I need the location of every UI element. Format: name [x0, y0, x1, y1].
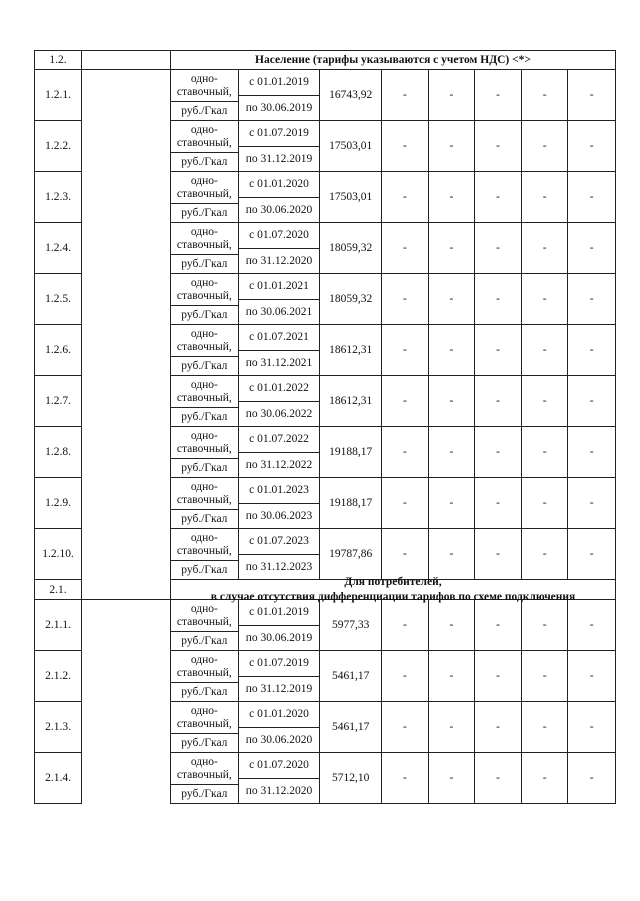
- row-body: [170, 172, 616, 223]
- tariff-type-line: ставочный,: [176, 85, 232, 98]
- period-to: по 30.06.2020: [245, 733, 313, 746]
- empty-value-cell: -: [475, 600, 522, 650]
- tariff-type-cell: [171, 274, 239, 324]
- empty-value-cell: -: [382, 274, 429, 324]
- empty-value-cell: -: [429, 121, 476, 171]
- table-row: [34, 325, 616, 376]
- empty-value-cell: -: [522, 172, 569, 222]
- spacer-cell: [82, 600, 170, 651]
- table-row: [34, 702, 616, 753]
- tariff-type-line: одно-: [190, 378, 218, 391]
- row-body: [170, 70, 616, 121]
- row-number: 1.2.6.: [34, 325, 82, 376]
- tariff-unit: руб./Гкал: [181, 564, 228, 577]
- period-from: с 01.01.2022: [239, 376, 320, 402]
- empty-value-cell: -: [522, 427, 569, 477]
- tariff-value: 5977,33: [320, 600, 382, 650]
- row-number: 1.2.: [34, 50, 82, 70]
- tariff-type-line: ставочный,: [176, 615, 232, 628]
- tariff-value: 17503,01: [320, 172, 382, 222]
- period-cell: [239, 172, 321, 222]
- tariff-unit: руб./Гкал: [181, 513, 228, 526]
- tariff-unit: руб./Гкал: [181, 360, 228, 373]
- tariff-type-cell: [171, 651, 239, 701]
- tariff-type-cell: [171, 121, 239, 171]
- empty-value-cell: -: [382, 70, 429, 120]
- row-body: [170, 529, 616, 580]
- empty-value-cell: -: [429, 478, 476, 528]
- tariff-type-cell: [171, 325, 239, 375]
- tariff-type-name: [171, 427, 238, 459]
- empty-value-cell: -: [382, 478, 429, 528]
- spacer-cell: [82, 529, 170, 580]
- row-number: 2.1.3.: [34, 702, 82, 753]
- period-from: с 01.07.2021: [239, 325, 320, 351]
- tariff-type-name: [171, 376, 238, 408]
- tariff-type-line: одно-: [190, 72, 218, 85]
- tariff-type-line: ставочный,: [176, 717, 232, 730]
- empty-value-cell: -: [589, 619, 594, 631]
- row-number: 1.2.3.: [34, 172, 82, 223]
- period-to: по 31.12.2020: [245, 254, 313, 267]
- empty-value-cell: -: [382, 702, 429, 752]
- section-title-line: в случае отсутствия дифференциации тарифов по схеме подключения: [210, 590, 576, 603]
- period-cell: [239, 478, 321, 528]
- empty-value-cell: -: [522, 70, 569, 120]
- row-number: 1.2.1.: [34, 70, 82, 121]
- tariff-type-line: одно-: [190, 174, 218, 187]
- tariff-type-name: [171, 600, 238, 632]
- tariff-type-line: одно-: [190, 602, 218, 615]
- spacer-cell: [82, 325, 170, 376]
- tariff-type-name: [171, 651, 238, 683]
- period-to: по 31.12.2019: [245, 152, 313, 165]
- tariff-type-line: одно-: [190, 653, 218, 666]
- tariff-type-cell: [171, 600, 239, 650]
- tariff-type-line: ставочный,: [176, 391, 232, 404]
- tariff-value: 5712,10: [320, 753, 382, 803]
- tariff-unit: руб./Гкал: [181, 788, 228, 801]
- row-body: [170, 600, 616, 651]
- tariff-type-name: [171, 702, 238, 734]
- row-body: [170, 753, 616, 804]
- empty-value-cell: -: [589, 191, 594, 203]
- row-number: 1.2.5.: [34, 274, 82, 325]
- tariff-type-name: [171, 325, 238, 357]
- empty-value-cell: -: [475, 121, 522, 171]
- row-body: [170, 325, 616, 376]
- empty-value-cell: -: [382, 529, 429, 579]
- section-header-row: [34, 50, 616, 70]
- empty-value-cell: -: [475, 427, 522, 477]
- period-from: с 01.01.2019: [239, 600, 320, 626]
- tariff-type-line: одно-: [190, 225, 218, 238]
- row-body: [170, 427, 616, 478]
- empty-value-cell: -: [522, 121, 569, 171]
- empty-value-cell: -: [522, 600, 569, 650]
- row-number: 1.2.8.: [34, 427, 82, 478]
- period-cell: [239, 274, 321, 324]
- spacer-cell: [82, 702, 170, 753]
- empty-value-cell: -: [429, 325, 476, 375]
- tariff-type-name: [171, 70, 238, 102]
- empty-value-cell: -: [475, 274, 522, 324]
- empty-value-cell: -: [589, 670, 594, 682]
- tariff-type-cell: [171, 376, 239, 426]
- period-cell: [239, 427, 321, 477]
- period-from: с 01.01.2023: [239, 478, 320, 504]
- spacer-cell: [82, 223, 170, 274]
- empty-value-cell: -: [589, 89, 594, 101]
- empty-value-cell: -: [429, 274, 476, 324]
- tariff-type-line: одно-: [190, 123, 218, 136]
- period-to: по 30.06.2021: [245, 305, 313, 318]
- row-number: 2.1.1.: [34, 600, 82, 651]
- row-number: 2.1.4.: [34, 753, 82, 804]
- empty-value-cell: -: [475, 223, 522, 273]
- period-from: с 01.07.2019: [239, 121, 320, 147]
- empty-value-cell: -: [522, 274, 569, 324]
- spacer-cell: [82, 121, 170, 172]
- tariff-value: 18612,31: [320, 376, 382, 426]
- empty-value-cell: -: [589, 242, 594, 254]
- empty-value-cell: -: [522, 702, 569, 752]
- empty-value-cell: -: [589, 721, 594, 733]
- period-from: с 01.01.2021: [239, 274, 320, 300]
- tariff-type-name: [171, 121, 238, 153]
- empty-value-cell: -: [429, 753, 476, 803]
- period-cell: [239, 753, 321, 803]
- empty-value-cell: -: [382, 376, 429, 426]
- empty-value-cell: -: [475, 651, 522, 701]
- empty-value-cell: -: [382, 600, 429, 650]
- period-from: с 01.01.2020: [239, 702, 320, 728]
- table-row: [34, 427, 616, 478]
- tariff-type-line: одно-: [190, 531, 218, 544]
- empty-value-cell: -: [475, 376, 522, 426]
- empty-value-cell: -: [589, 548, 594, 560]
- empty-value-cell: -: [429, 223, 476, 273]
- tariff-type-line: ставочный,: [176, 136, 232, 149]
- period-from: с 01.07.2022: [239, 427, 320, 453]
- period-cell: [239, 529, 321, 579]
- period-cell: [239, 600, 321, 650]
- section-header-row: [34, 575, 616, 603]
- empty-value-cell: -: [429, 651, 476, 701]
- tariff-value: 17503,01: [320, 121, 382, 171]
- row-number: 2.1.2.: [34, 651, 82, 702]
- empty-value-cell: -: [382, 325, 429, 375]
- tariff-unit: руб./Гкал: [181, 207, 228, 220]
- row-body: [170, 223, 616, 274]
- period-to: по 30.06.2023: [245, 509, 313, 522]
- tariff-type-line: одно-: [190, 429, 218, 442]
- tariff-value: 19787,86: [320, 529, 382, 579]
- tariff-unit: руб./Гкал: [181, 737, 228, 750]
- table-row: [34, 753, 616, 804]
- tariff-type-line: одно-: [190, 755, 218, 768]
- empty-value-cell: -: [382, 223, 429, 273]
- tariff-type-line: ставочный,: [176, 238, 232, 251]
- empty-value-cell: -: [475, 70, 522, 120]
- tariff-type-name: [171, 753, 238, 785]
- empty-value-cell: -: [382, 427, 429, 477]
- section-title-cell: [170, 575, 616, 603]
- tariff-type-line: одно-: [190, 480, 218, 493]
- tariff-type-line: ставочный,: [176, 768, 232, 781]
- period-from: с 01.07.2020: [239, 223, 320, 249]
- row-number: 1.2.4.: [34, 223, 82, 274]
- period-cell: [239, 70, 321, 120]
- period-cell: [239, 702, 321, 752]
- section-rows: [34, 70, 616, 580]
- tariff-type-name: [171, 478, 238, 510]
- tariff-type-cell: [171, 702, 239, 752]
- period-from: с 01.01.2019: [239, 70, 320, 96]
- tariff-type-line: одно-: [190, 276, 218, 289]
- row-number: 1.2.2.: [34, 121, 82, 172]
- tariff-type-line: одно-: [190, 327, 218, 340]
- tariff-value: 5461,17: [320, 651, 382, 701]
- spacer-cell: [82, 651, 170, 702]
- tariff-value: 5461,17: [320, 702, 382, 752]
- row-body: [170, 376, 616, 427]
- empty-value-cell: -: [522, 651, 569, 701]
- tariff-type-cell: [171, 223, 239, 273]
- period-to: по 30.06.2022: [245, 407, 313, 420]
- tariff-type-name: [171, 223, 238, 255]
- tariff-value: 19188,17: [320, 478, 382, 528]
- table-row: [34, 600, 616, 651]
- table-row: [34, 172, 616, 223]
- empty-value-cell: -: [522, 478, 569, 528]
- period-from: с 01.07.2023: [239, 529, 320, 555]
- empty-value-cell: -: [429, 529, 476, 579]
- period-from: с 01.07.2019: [239, 651, 320, 677]
- tariff-type-line: ставочный,: [176, 544, 232, 557]
- tariff-type-cell: [171, 172, 239, 222]
- empty-value-cell: -: [522, 376, 569, 426]
- empty-value-cell: -: [475, 172, 522, 222]
- period-to: по 31.12.2021: [245, 356, 313, 369]
- empty-value-cell: -: [429, 427, 476, 477]
- row-body: [170, 274, 616, 325]
- period-to: по 30.06.2020: [245, 203, 313, 216]
- empty-value-cell: -: [522, 753, 569, 803]
- tariff-type-name: [171, 172, 238, 204]
- empty-value-cell: -: [522, 223, 569, 273]
- row-body: [170, 121, 616, 172]
- empty-value-cell: -: [475, 753, 522, 803]
- tariff-type-cell: [171, 427, 239, 477]
- period-cell: [239, 325, 321, 375]
- empty-value-cell: -: [429, 70, 476, 120]
- spacer-cell: [82, 70, 170, 121]
- table-row: [34, 376, 616, 427]
- row-number: 1.2.9.: [34, 478, 82, 529]
- empty-value-cell: -: [382, 172, 429, 222]
- period-to: по 30.06.2019: [245, 631, 313, 644]
- empty-value-cell: -: [429, 172, 476, 222]
- tariff-type-line: одно-: [190, 704, 218, 717]
- empty-value-cell: -: [429, 702, 476, 752]
- section-title-cell: [170, 50, 616, 70]
- empty-value-cell: -: [475, 325, 522, 375]
- table-row: [34, 70, 616, 121]
- period-from: с 01.07.2020: [239, 753, 320, 779]
- spacer-cell: [82, 753, 170, 804]
- period-to: по 31.12.2019: [245, 682, 313, 695]
- period-from: с 01.01.2020: [239, 172, 320, 198]
- empty-value-cell: -: [475, 478, 522, 528]
- empty-value-cell: -: [589, 140, 594, 152]
- row-body: [170, 651, 616, 702]
- spacer-cell: [82, 50, 170, 70]
- tariff-type-cell: [171, 753, 239, 803]
- empty-value-cell: -: [589, 446, 594, 458]
- tariff-type-line: ставочный,: [176, 340, 232, 353]
- spacer-cell: [82, 172, 170, 223]
- table-row: [34, 529, 616, 580]
- tariff-unit: руб./Гкал: [181, 105, 228, 118]
- tariff-value: 16743,92: [320, 70, 382, 120]
- table-row: [34, 223, 616, 274]
- tariff-unit: руб./Гкал: [181, 156, 228, 169]
- tariff-type-line: ставочный,: [176, 666, 232, 679]
- tariff-type-cell: [171, 529, 239, 579]
- empty-value-cell: -: [429, 600, 476, 650]
- row-body: [170, 702, 616, 753]
- tariff-unit: руб./Гкал: [181, 411, 228, 424]
- empty-value-cell: -: [475, 702, 522, 752]
- period-cell: [239, 223, 321, 273]
- row-number: 2.1.: [34, 580, 82, 600]
- empty-value-cell: -: [522, 325, 569, 375]
- spacer-cell: [82, 376, 170, 427]
- empty-value-cell: -: [589, 293, 594, 305]
- section-title-line: Для потребителей,: [344, 575, 442, 588]
- tariff-value: 18612,31: [320, 325, 382, 375]
- period-to: по 31.12.2020: [245, 784, 313, 797]
- period-cell: [239, 651, 321, 701]
- period-cell: [239, 121, 321, 171]
- row-number: 1.2.10.: [34, 529, 82, 580]
- tariff-type-line: ставочный,: [176, 493, 232, 506]
- tariff-unit: руб./Гкал: [181, 686, 228, 699]
- tariff-type-cell: [171, 478, 239, 528]
- tariff-table: [34, 50, 616, 804]
- empty-value-cell: -: [589, 395, 594, 407]
- empty-value-cell: -: [589, 344, 594, 356]
- period-to: по 30.06.2019: [245, 101, 313, 114]
- empty-value-cell: -: [522, 529, 569, 579]
- tariff-unit: руб./Гкал: [181, 309, 228, 322]
- empty-value-cell: -: [429, 376, 476, 426]
- table-row: [34, 274, 616, 325]
- table-row: [34, 651, 616, 702]
- tariff-value: 18059,32: [320, 274, 382, 324]
- empty-value-cell: -: [475, 529, 522, 579]
- tariff-type-name: [171, 529, 238, 561]
- tariff-type-line: ставочный,: [176, 187, 232, 200]
- tariff-value: 18059,32: [320, 223, 382, 273]
- period-to: по 31.12.2023: [245, 560, 313, 573]
- tariff-type-name: [171, 274, 238, 306]
- row-body: [170, 478, 616, 529]
- table-row: [34, 121, 616, 172]
- spacer-cell: [82, 427, 170, 478]
- tariff-type-cell: [171, 70, 239, 120]
- empty-value-cell: -: [382, 753, 429, 803]
- empty-value-cell: -: [382, 651, 429, 701]
- empty-value-cell: -: [589, 497, 594, 509]
- tariff-value: 19188,17: [320, 427, 382, 477]
- tariff-unit: руб./Гкал: [181, 635, 228, 648]
- section-title: Население (тарифы указываются с учетом НДС) <*>: [255, 54, 531, 66]
- row-number: 1.2.7.: [34, 376, 82, 427]
- tariff-unit: руб./Гкал: [181, 258, 228, 271]
- empty-value-cell: -: [382, 121, 429, 171]
- spacer-cell: [82, 274, 170, 325]
- tariff-type-line: ставочный,: [176, 289, 232, 302]
- spacer-cell: [82, 478, 170, 529]
- section-title: [171, 575, 615, 603]
- period-cell: [239, 376, 321, 426]
- tariff-unit: руб./Гкал: [181, 462, 228, 475]
- section-rows: [34, 600, 616, 804]
- table-row: [34, 478, 616, 529]
- tariff-type-line: ставочный,: [176, 442, 232, 455]
- spacer-cell: [82, 580, 170, 600]
- empty-value-cell: -: [589, 772, 594, 784]
- period-to: по 31.12.2022: [245, 458, 313, 471]
